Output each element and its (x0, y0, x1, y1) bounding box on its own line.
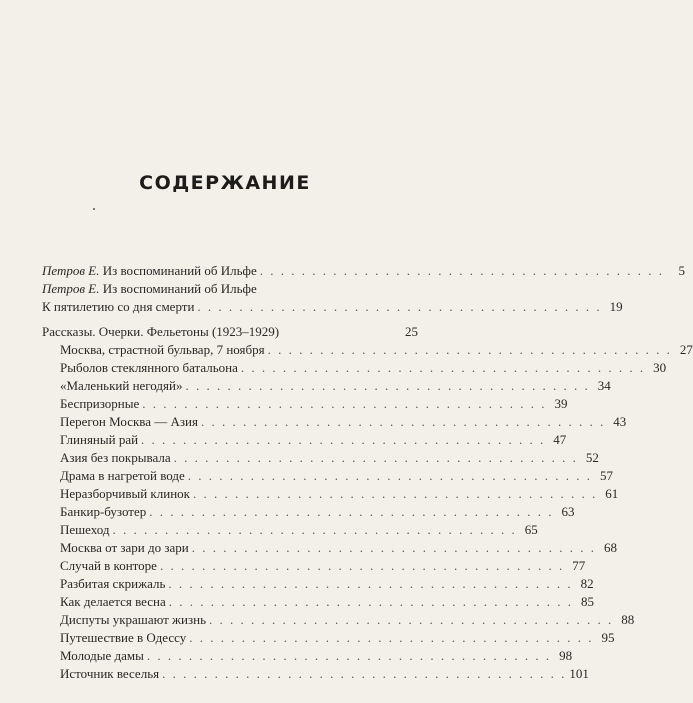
toc-entry-page: 34 (597, 378, 611, 393)
leader-dots: . . . . . . . . . . . . . . . . . . . . . . . . . . . . . . . . . . . . . . . (173, 450, 578, 465)
toc-entry-title: Драма в нагретой воде (60, 468, 185, 483)
leader-dots: . . . . . . . . . . . . . . . . . . . . . . . . . . . . . . . . . . . . . . . (209, 612, 614, 627)
toc-entry-author: Петров Е. (42, 263, 100, 278)
toc-entry (42, 503, 575, 521)
toc-entry-title: Неразборчивый клинок (60, 486, 190, 501)
toc-entry-page: 19 (609, 299, 623, 314)
toc-entry-title: К пятилетию со дня смерти (42, 299, 195, 314)
toc-entry-title: Рассказы. Очерки. Фельетоны (1923–1929) (42, 324, 280, 339)
toc-entry (42, 647, 573, 665)
page-title: СОДЕРЖАНИЕ (139, 172, 311, 194)
toc-entry-title: Москва от зари до зари (60, 540, 189, 555)
leader-dots: . . . . . . . . . . . . . . . . . . . . . . . . . . . . . . . . . . . . . . . (149, 504, 554, 519)
toc-entry-page: 43 (613, 414, 627, 429)
toc-entry-page: 47 (553, 432, 567, 447)
toc-entry-title: Источник веселья (60, 666, 160, 681)
toc-entry-page: 25 (405, 324, 418, 339)
section-gap (42, 316, 418, 323)
toc-entry (42, 395, 568, 413)
leader-dots: . . . . . . . . . . . . . . . . . . . . . . . . . . . . . . . . . . . . . . . (191, 540, 596, 555)
toc-entry-page: 68 (603, 540, 617, 555)
leader-dots: . . . . . . . . . . . . . . . . . . . . . . . . . . . . . . . . . . . . . . . (192, 486, 598, 501)
toc-entry-title: Из воспоминаний об Ильфе (99, 263, 257, 278)
toc-entry-page: 82 (580, 576, 594, 591)
leader-dots: . . . . . . . . . . . . . . . . . . . . . . . . . . . . . . . . . . . . . . . (267, 342, 672, 357)
toc-entry-author: Петров Е. (42, 281, 100, 296)
toc-entry (42, 629, 615, 647)
toc-entry (42, 485, 619, 503)
toc-entry-title: Перегон Москва — Азия (60, 414, 198, 429)
leader-dots: . . . . . . . . . . . . . . . . . . . . . . . . . . . . . . . . . . . . . . . (197, 299, 602, 314)
toc-entry-page: 61 (605, 486, 619, 501)
table-of-contents (42, 262, 693, 683)
leader-dots: . . . . . . . . . . . . . . . . . . . . . . . . . . . . . . . . . . . . . . . (201, 414, 606, 429)
toc-entry-page: 88 (621, 612, 635, 627)
toc-entry-title: Азия без покрывала (60, 450, 171, 465)
toc-entry-page: 30 (653, 360, 667, 375)
leader-dots: . . . . . . . . . . . . . . . . . . . . . . . . . . . . . . . . . . . . . . . (168, 576, 573, 591)
toc-entry (42, 467, 614, 485)
toc-entry (42, 377, 611, 395)
toc-entry (42, 413, 627, 431)
leader-dots: . . . . . . . . . . . . . . . . . . . . . . . . . . . . . . . . . . . . . . . (142, 396, 547, 411)
toc-entry (42, 593, 594, 611)
toc-entry-title: Рыболов стеклянного батальона (60, 360, 238, 375)
leader-dots: . . . . . . . . . . . . . . . . . . . . . . . . . . . . . . . . . . . . . . . (240, 360, 646, 375)
toc-entry-title: Банкир-бузотер (60, 504, 147, 519)
toc-entry (42, 341, 693, 359)
toc-entry-title: Глиняный рай (60, 432, 139, 447)
toc-entry-page: 65 (524, 522, 538, 537)
toc-entry-title: «Маленький негодяй» (60, 378, 183, 393)
toc-entry-title: Москва, страстной бульвар, 7 ноября (60, 342, 265, 357)
toc-entry-title: Путешествие в Одессу (60, 630, 187, 645)
leader-dots: . . . . . . . . . . . . . . . . . . . . . . . . . . . . . . . . . . . . . . . (146, 648, 552, 663)
toc-entry (42, 575, 594, 593)
toc-entry-title: Беспризорные (60, 396, 140, 411)
toc-entry (42, 298, 623, 316)
leader-dots: . . . . . . . . . . . . . . . . . . . . . . . . . . . . . . . . . . . . . . . (187, 468, 593, 483)
leader-dots: . . . . . . . . . . . . . . . . . . . . . . . . . . . . . . . . . . . . . . . (189, 630, 594, 645)
toc-entry (42, 539, 617, 557)
toc-entry-page: 5 (678, 263, 685, 278)
toc-entry (42, 557, 586, 575)
leader-dots: . . . . . . . . . . . . . . . . . . . . . . . . . . . . . . . . . . . . . . . (141, 432, 546, 447)
toc-entry-text (42, 280, 257, 298)
toc-entry (42, 431, 567, 449)
toc-entry-page: 63 (561, 504, 575, 519)
toc-entry-page: 52 (585, 450, 599, 465)
toc-entry (42, 359, 667, 377)
toc-entry-title: Пешеход (60, 522, 110, 537)
toc-entry (42, 521, 538, 539)
toc-entry-title: Из воспоминаний об Ильфе (99, 281, 257, 296)
toc-entry-title: Разбитая скрижаль (60, 576, 166, 591)
toc-entry (42, 611, 635, 629)
toc-entry-page: 98 (559, 648, 573, 663)
toc-entry-title: Диспуты украшают жизнь (60, 612, 207, 627)
leader-dots: . . . . . . . . . . . . . . . . . . . . . . . . . . . . . . . . . . . . . . . (185, 378, 590, 393)
leader-dots: . . . . . . . . . . . . . . . . . . . . . . . . . . . . . . . . . . . . . . . (162, 666, 567, 681)
toc-entry-title: Как делается весна (60, 594, 166, 609)
toc-entry-text (42, 262, 257, 280)
toc-entry (42, 280, 418, 298)
print-speck (93, 208, 95, 210)
toc-entry-page: 95 (601, 630, 615, 645)
leader-dots: . . . . . . . . . . . . . . . . . . . . . . . . . . . . . . . . . . . . . . . (159, 558, 565, 573)
toc-entry (42, 665, 589, 683)
toc-entry (42, 262, 685, 280)
leader-dots: . . . . . . . . . . . . . . . . . . . . . . . . . . . . . . . . . . . . . . . (168, 594, 573, 609)
toc-section-heading (42, 323, 418, 341)
toc-entry-page: 77 (572, 558, 586, 573)
toc-entry-page: 101 (569, 666, 589, 681)
toc-entry-page: 57 (600, 468, 614, 483)
toc-entry-page: 85 (581, 594, 594, 609)
toc-entry (42, 449, 599, 467)
toc-entry-title: Молодые дамы (60, 648, 144, 663)
leader-dots: . . . . . . . . . . . . . . . . . . . . . . . . . . . . . . . . . . . . . . . (259, 263, 664, 278)
leader-dots: . . . . . . . . . . . . . . . . . . . . . . . . . . . . . . . . . . . . . . . (112, 522, 517, 537)
toc-entry-page: 27 (679, 342, 693, 357)
toc-entry-page: 39 (554, 396, 568, 411)
toc-entry-title: Случай в конторе (60, 558, 157, 573)
